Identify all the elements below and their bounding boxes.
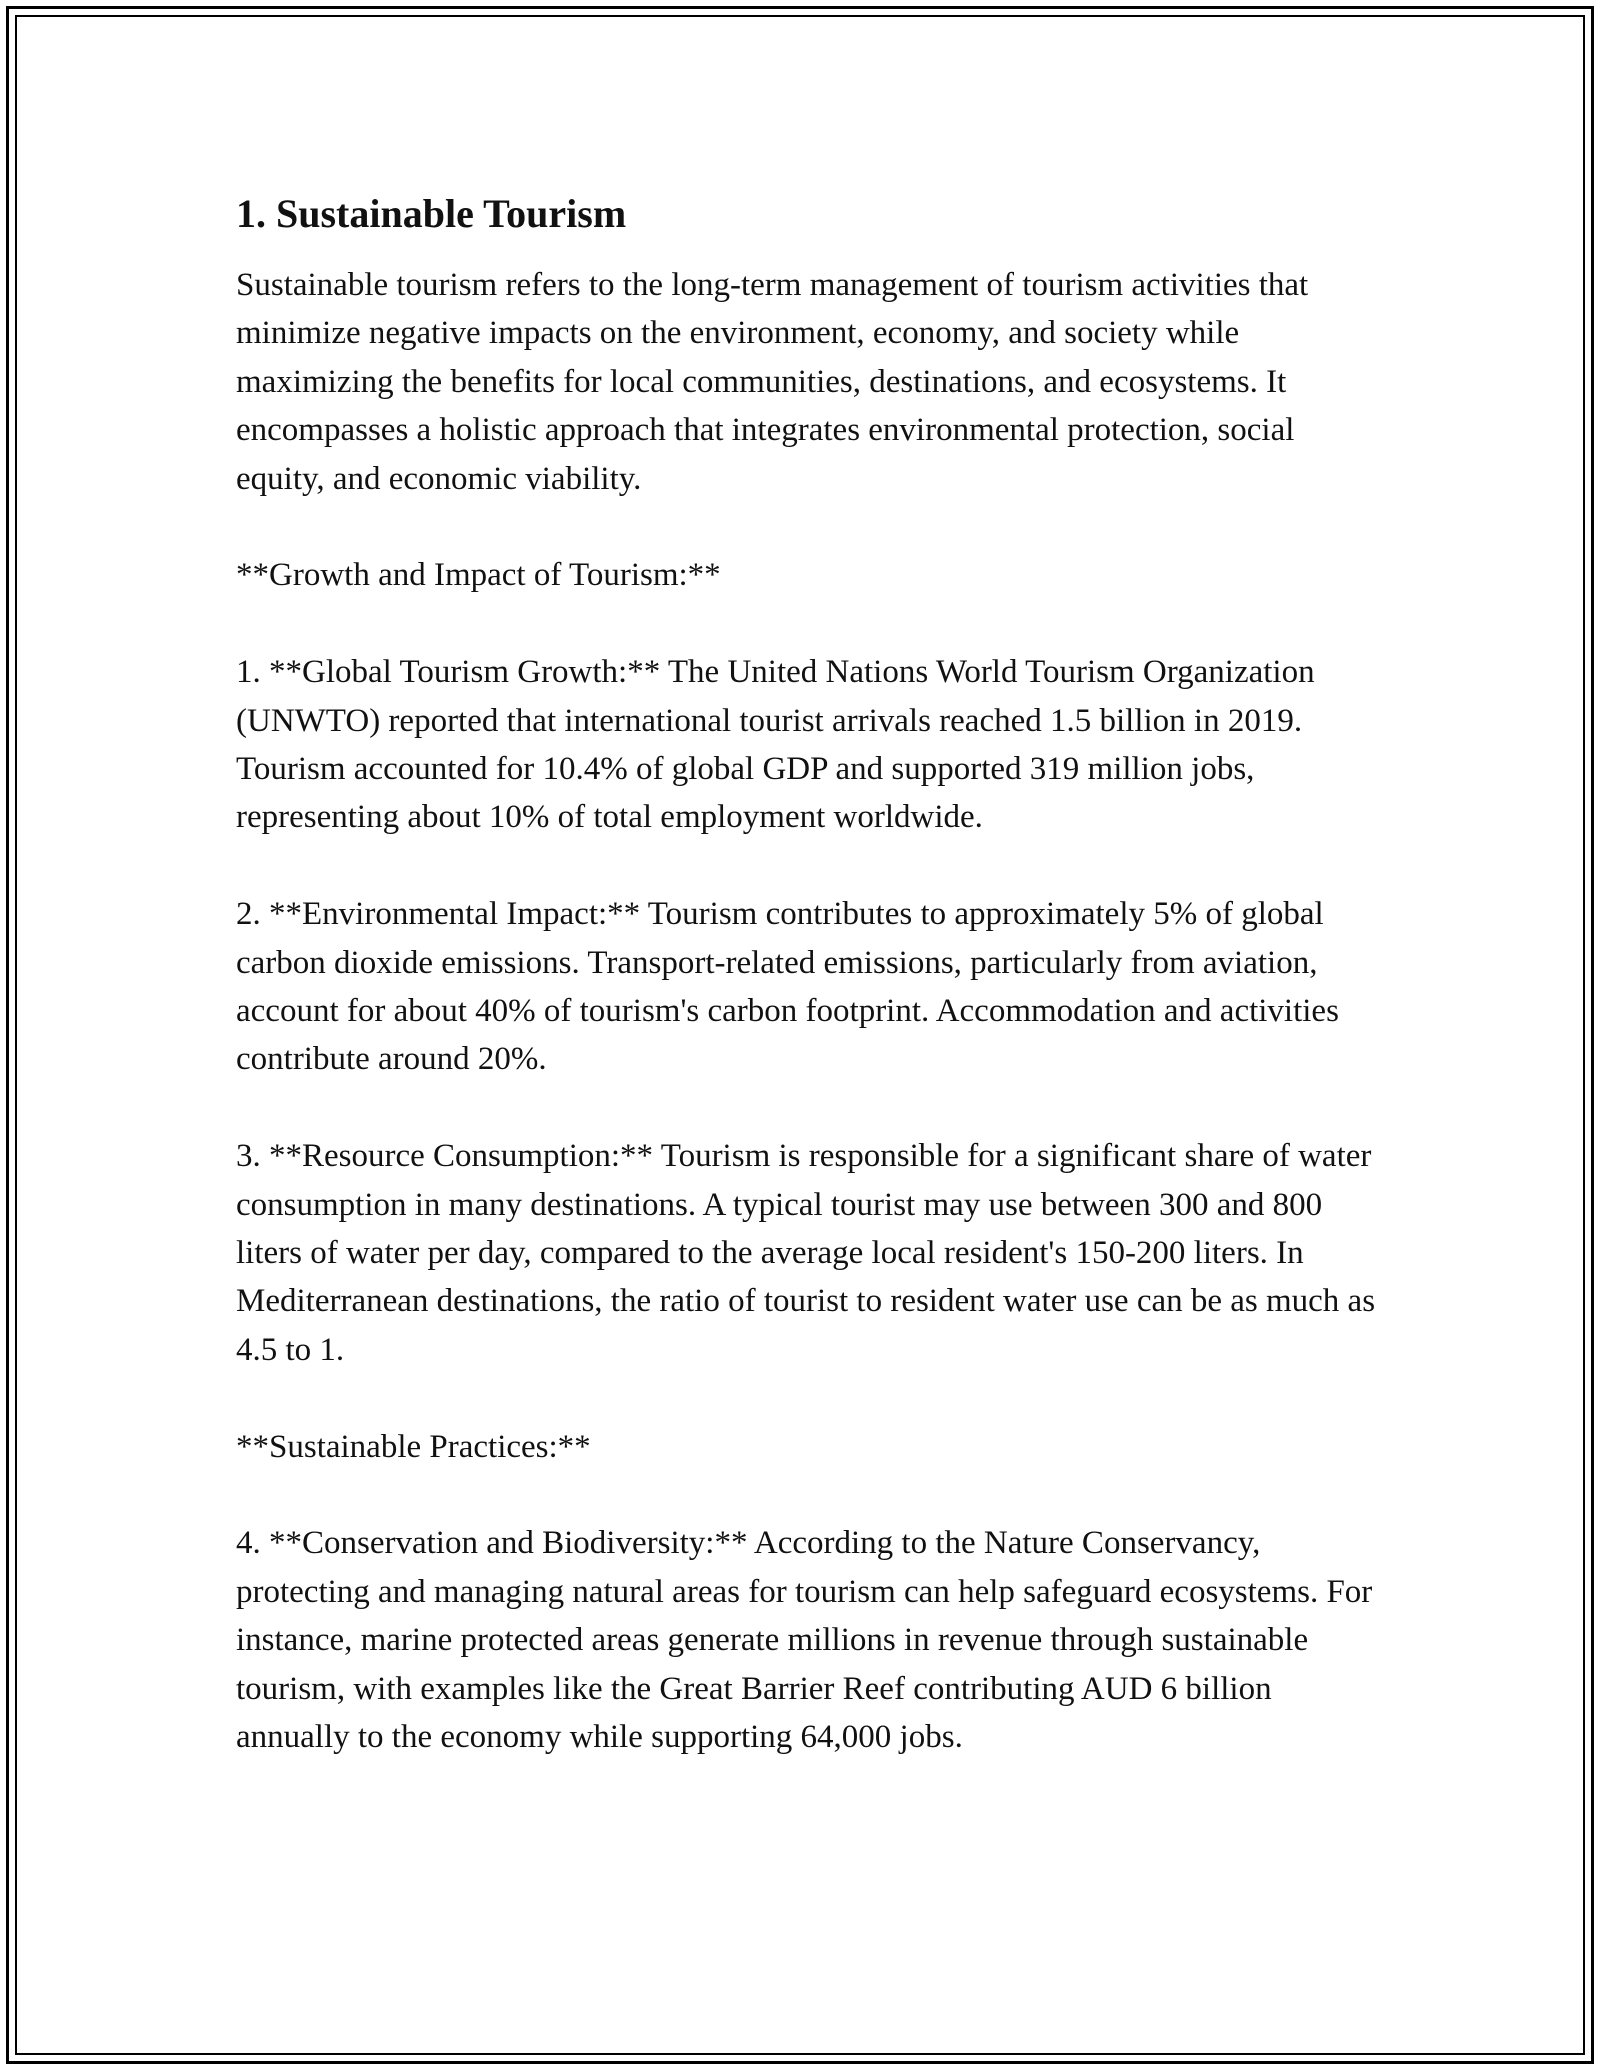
item-conservation-biodiversity: 4. **Conservation and Biodiversity:** According to the Nature Conservancy, protecting and managing natural areas for tourism can help safeguard ecosystems. For instance, marine protected areas generate millions in revenue through sustainable tourism, with examples like the Great Barrier Reef contributing AUD 6 billion annually to the economy while supporting 64,000 jobs. bbox=[236, 1525, 1373, 1756]
item-environmental-impact: 2. **Environmental Impact:** Tourism contributes to approximately 5% of global carbon dioxide emissions. Transport-related emissions, particularly from aviation, account for about 40% of tourism's carbon footprint. Accommodation and activities contribute around 20%. bbox=[236, 896, 1339, 1078]
intro-paragraph: Sustainable tourism refers to the long-term management of tourism activities that minimize negative impacts on the environment, economy, and society while maximizing the benefits for local communities, destinations, and ecosystems. It encompasses a holistic approach that integrates environmental protection, social equity, and economic viability. bbox=[236, 267, 1309, 497]
subheading-sustainable-practices: **Sustainable Practices:** bbox=[236, 1428, 591, 1465]
item-resource-consumption: 3. **Resource Consumption:** Tourism is responsible for a significant share of water consumption in many destinations. A typical tourist may use between 300 and 800 liters of water per day, compared to the average local resident's 150-200 liters. In Mediterranean destinations, the ratio of tourist to resident water use can be as much as 4.5 to 1. bbox=[236, 1138, 1376, 1368]
subheading-growth-impact: **Growth and Impact of Tourism:** bbox=[236, 557, 721, 594]
section-heading: 1. Sustainable Tourism bbox=[236, 191, 627, 236]
document-body bbox=[236, 185, 1376, 1762]
item-global-tourism-growth: 1. **Global Tourism Growth:** The United Nations World Tourism Organization (UNWTO) reported that international tourist arrivals reached 1.5 billion in 2019. Tourism accounted for 10.4% of global GDP and supported 319 million jobs, representing about 10% of total employment worldwide. bbox=[236, 654, 1315, 836]
